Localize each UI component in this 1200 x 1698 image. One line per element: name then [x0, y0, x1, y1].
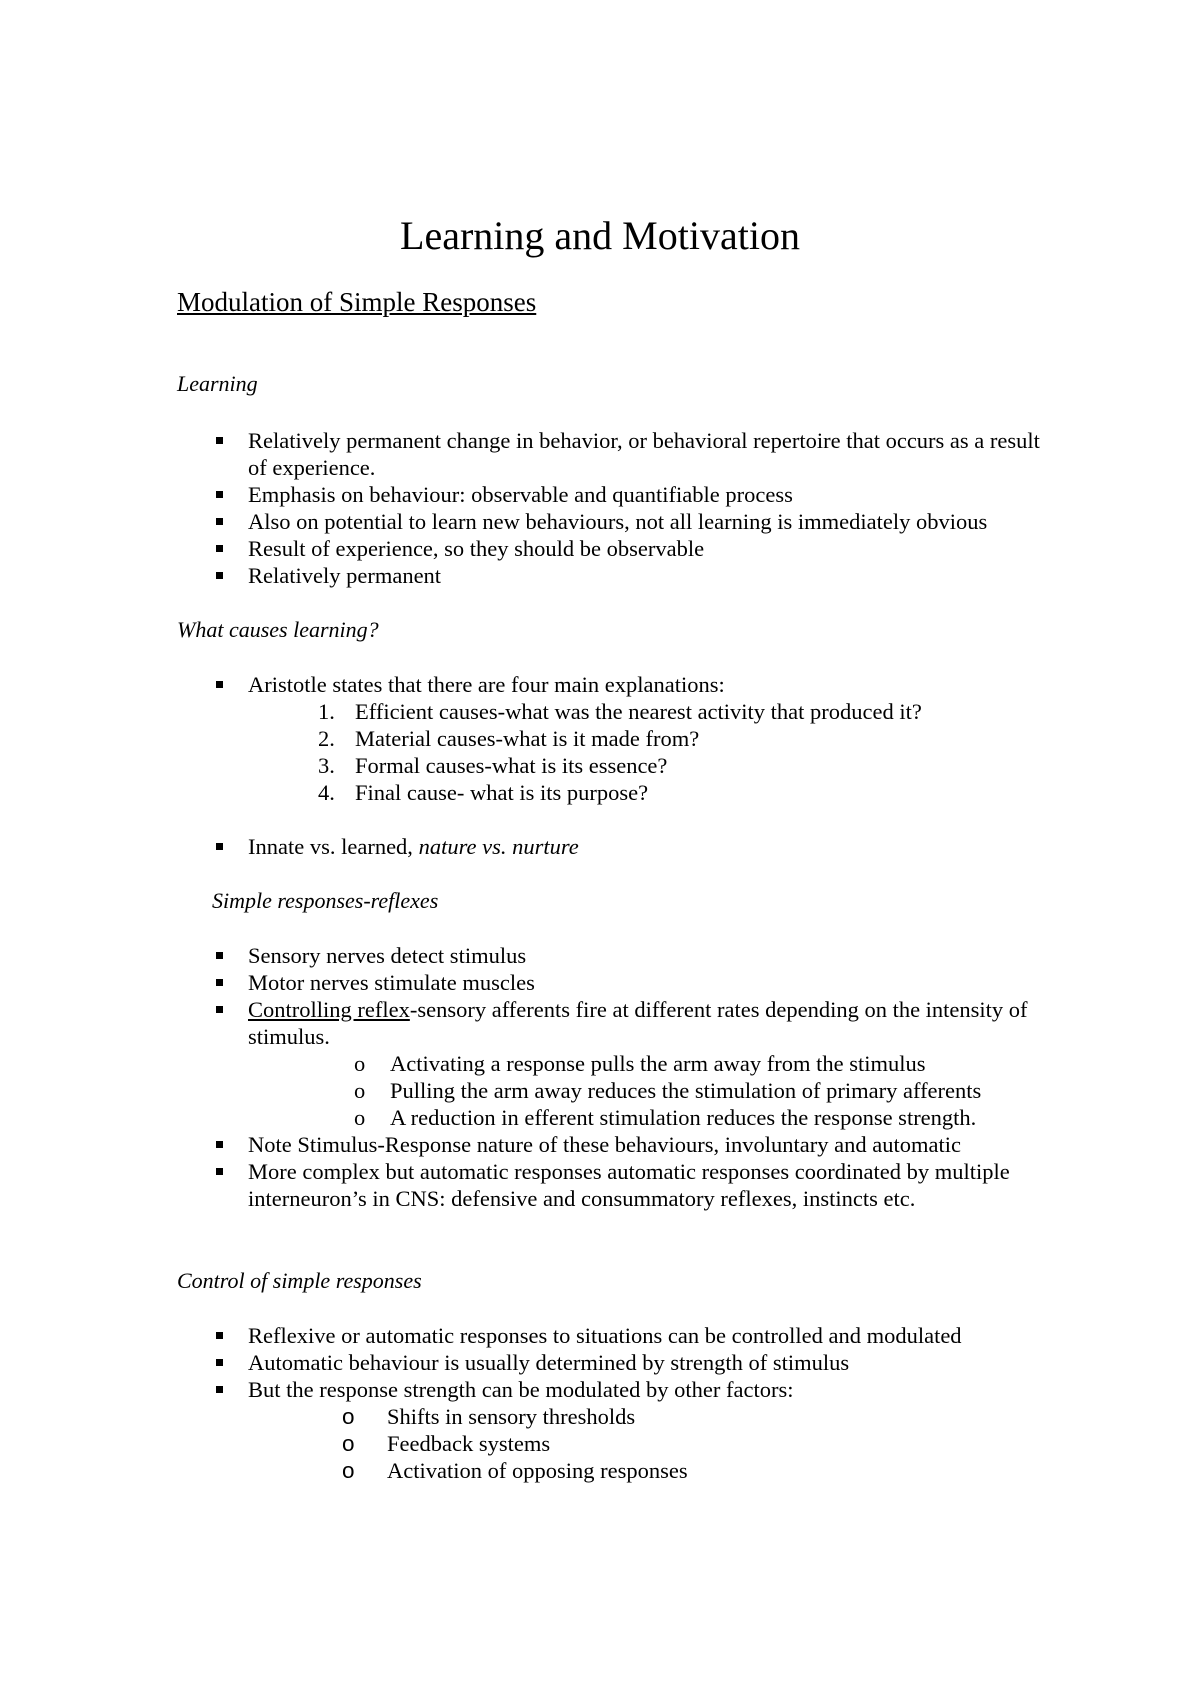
list-item: Motor nerves stimulate muscles	[0, 969, 1040, 996]
square-bullet-icon	[216, 681, 223, 688]
list-item: Note Stimulus-Response nature of these behaviours, involuntary and automatic	[0, 1131, 1040, 1158]
reflexes-list-b	[0, 1131, 1200, 1212]
list-item: 4. Final cause- what is its purpose?	[318, 780, 649, 805]
list-item: o Activating a response pulls the arm away from the stimulus	[354, 1051, 926, 1076]
causes-list	[0, 671, 1200, 698]
square-bullet-icon	[216, 437, 223, 444]
square-bullet-icon	[216, 545, 223, 552]
list-item: 2. Material causes-what is it made from?	[318, 726, 700, 751]
square-bullet-icon	[216, 952, 223, 959]
square-bullet-icon	[216, 979, 223, 986]
list-item: But the response strength can be modulated by other factors:	[0, 1376, 1040, 1403]
learning-list	[0, 427, 1200, 589]
list-item: Sensory nerves detect stimulus	[0, 942, 1040, 969]
list-item: o Feedback systems	[342, 1431, 551, 1456]
square-bullet-icon	[216, 1386, 223, 1393]
list-item: Emphasis on behaviour: observable and quantifiable process	[0, 481, 1040, 508]
square-bullet-icon	[216, 1006, 223, 1013]
square-bullet-icon	[216, 1141, 223, 1148]
learning-heading: Learning	[177, 371, 258, 396]
square-bullet-icon	[216, 491, 223, 498]
list-item: o A reduction in efferent stimulation reduces the response strength.	[354, 1105, 977, 1130]
square-bullet-icon	[216, 843, 223, 850]
square-bullet-icon	[216, 572, 223, 579]
list-item: o Shifts in sensory thresholds	[342, 1404, 636, 1429]
section-title: Modulation of Simple Responses	[177, 287, 537, 317]
list-item: Controlling reflex-sensory afferents fire at different rates depending on the intensity of stimulus.	[0, 996, 1040, 1050]
list-item: More complex but automatic responses automatic responses coordinated by multiple interneuron’s in CNS: defensive and consummatory reflexes, instincts etc.	[0, 1158, 1040, 1212]
document-title: Learning and Motivation	[400, 213, 800, 258]
square-bullet-icon	[216, 1359, 223, 1366]
list-item: 1. Efficient causes-what was the nearest activity that produced it?	[318, 699, 922, 724]
square-bullet-icon	[216, 1332, 223, 1339]
list-item: Automatic behaviour is usually determined by strength of stimulus	[0, 1349, 1040, 1376]
list-item: Result of experience, so they should be observable	[0, 535, 1040, 562]
control-list	[0, 1322, 1200, 1403]
list-item: Aristotle states that there are four main explanations:	[0, 671, 1040, 698]
square-bullet-icon	[216, 1168, 223, 1175]
innate-list	[0, 833, 1200, 860]
list-item: Also on potential to learn new behaviours, not all learning is immediately obvious	[0, 508, 1040, 535]
control-sub-list	[0, 1403, 1200, 1484]
list-item: o Pulling the arm away reduces the stimulation of primary afferents	[354, 1078, 982, 1103]
control-heading: Control of simple responses	[177, 1268, 422, 1293]
reflexes-sub-list	[0, 1050, 1200, 1131]
list-item: o Activation of opposing responses	[342, 1458, 688, 1483]
list-item: Innate vs. learned, nature vs. nurture	[0, 833, 1040, 860]
causes-heading: What causes learning?	[177, 617, 379, 642]
list-item: Reflexive or automatic responses to situations can be controlled and modulated	[0, 1322, 1040, 1349]
reflexes-list-a	[0, 942, 1200, 1050]
square-bullet-icon	[216, 518, 223, 525]
list-item: Relatively permanent	[0, 562, 1040, 589]
list-item: 3. Formal causes-what is its essence?	[318, 753, 668, 778]
list-item: Relatively permanent change in behavior, or behavioral repertoire that occurs as a result of experience.	[0, 427, 1040, 481]
reflexes-heading: Simple responses-reflexes	[212, 888, 439, 913]
numbered-list	[0, 698, 1200, 806]
